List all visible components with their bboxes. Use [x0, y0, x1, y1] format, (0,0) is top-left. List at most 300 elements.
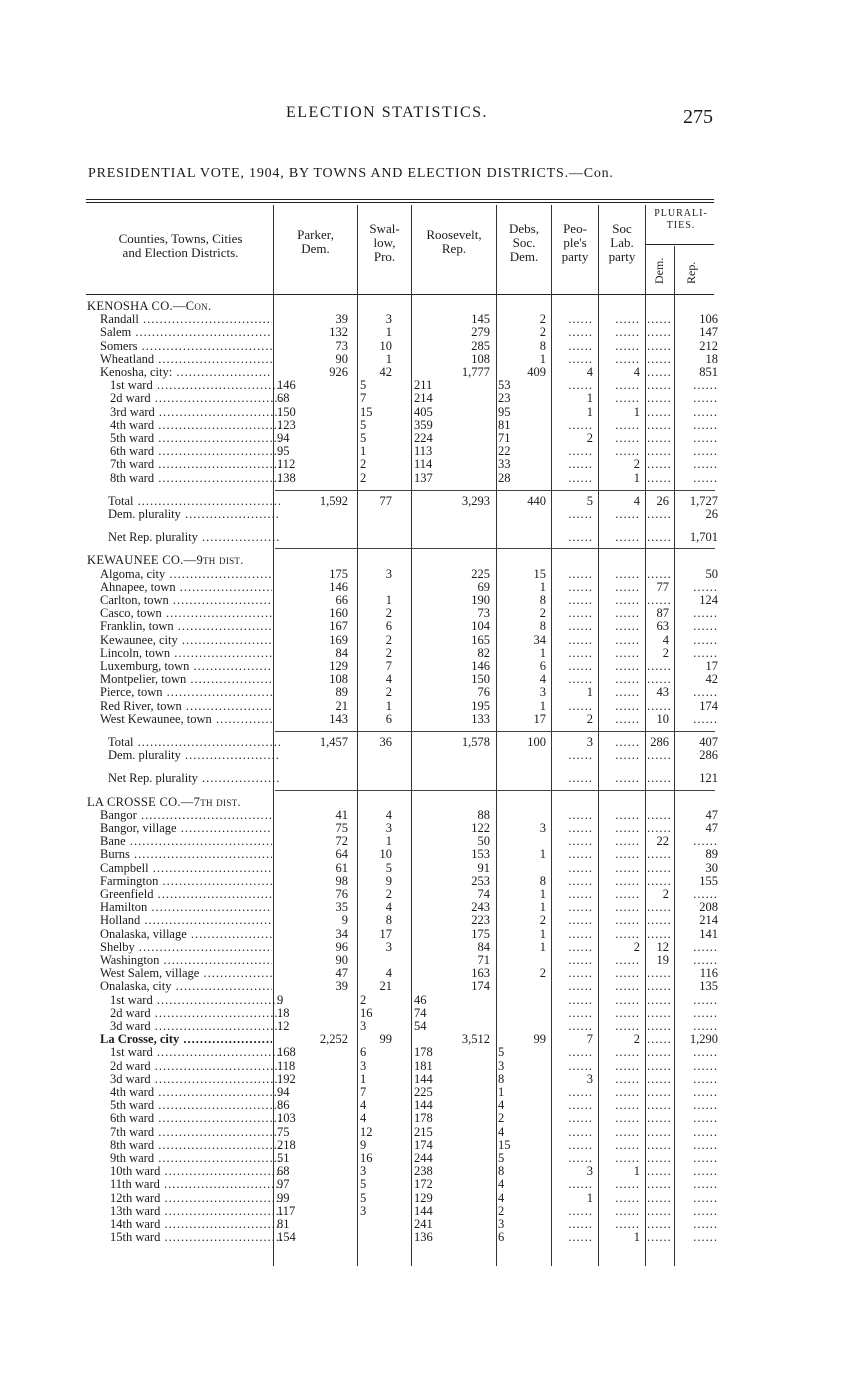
empty-cell-leader: ......	[693, 939, 718, 954]
cell-d: 23	[498, 391, 511, 406]
empty-cell-leader: ......	[615, 771, 640, 786]
table-row	[0, 1073, 859, 1086]
empty-cell-leader: ......	[647, 351, 672, 366]
cell-d: 3	[539, 821, 546, 835]
empty-cell-leader: ......	[568, 873, 593, 888]
empty-cell-leader: ......	[615, 887, 640, 901]
empty-cell-leader: ......	[647, 530, 672, 545]
cell-r: 165	[471, 632, 490, 647]
cell-p: 1,592	[319, 493, 348, 508]
cell-d: 2	[539, 606, 546, 621]
cell-p: 35	[335, 900, 348, 915]
empty-cell-leader: ......	[647, 1111, 672, 1126]
cell-s: 16	[360, 1151, 373, 1165]
empty-cell-leader: ......	[568, 338, 593, 353]
row-label: 3rd ward .....	[110, 406, 282, 419]
empty-cell-leader: ......	[568, 748, 593, 763]
cell-r: 172	[414, 1177, 433, 1192]
cell-rp: 42	[705, 672, 718, 687]
empty-cell-leader: ......	[693, 579, 718, 594]
col-counties: Counties, Towns, Cities and Election Districts.	[118, 231, 243, 260]
empty-cell-leader: ......	[693, 1058, 718, 1073]
empty-cell-leader: ......	[647, 1005, 672, 1020]
cell-dm: 43	[656, 685, 669, 700]
row-label: 1st ward .....	[110, 379, 282, 392]
cell-r: 225	[471, 566, 490, 581]
table-row	[0, 1152, 859, 1165]
cell-r: 150	[471, 672, 490, 687]
cell-sl: 4	[633, 493, 640, 508]
empty-cell-leader: ......	[693, 1217, 718, 1231]
empty-cell-leader: ......	[615, 953, 640, 967]
cell-d: 22	[498, 444, 511, 459]
cell-s: 2	[385, 887, 392, 901]
cell-r: 54	[414, 1019, 427, 1033]
row-label: Hamilton .....	[100, 901, 272, 914]
empty-cell-leader: ......	[693, 1019, 718, 1033]
cell-s: 5	[360, 1177, 367, 1192]
row-label: Ahnapee, town .....	[100, 581, 272, 594]
cell-sl: 1	[633, 404, 640, 419]
row-label: 5th ward .....	[110, 1099, 282, 1112]
cell-rp: 26	[705, 507, 718, 521]
table-row	[0, 660, 859, 673]
empty-cell-leader: ......	[693, 711, 718, 726]
row-label: 5th ward .....	[110, 432, 282, 445]
cell-r: 114	[414, 457, 433, 472]
empty-cell-leader: ......	[615, 566, 640, 581]
cell-r: 224	[414, 431, 433, 445]
cell-p: 47	[335, 966, 348, 981]
cell-p: 75	[277, 1124, 290, 1139]
table-row	[0, 340, 859, 353]
row-label: West Salem, village .....	[100, 967, 272, 980]
cell-rp: 286	[699, 748, 718, 763]
cell-s: 1	[360, 444, 367, 459]
row-label: 1st ward .....	[110, 994, 282, 1007]
cell-r: 122	[471, 821, 490, 835]
empty-cell-leader: ......	[568, 470, 593, 485]
cell-d: 95	[498, 404, 511, 419]
empty-cell-leader: ......	[693, 685, 718, 700]
empty-cell-leader: ......	[568, 1124, 593, 1139]
empty-cell-leader: ......	[615, 1217, 640, 1231]
empty-cell-leader: ......	[647, 1164, 672, 1179]
cell-r: 253	[471, 873, 490, 888]
empty-cell-leader: ......	[568, 1045, 593, 1060]
cell-p: 94	[277, 1085, 290, 1099]
table-row	[0, 875, 859, 888]
cell-r: 279	[471, 325, 490, 340]
cell-rp: 1,701	[689, 530, 718, 545]
cell-s: 42	[379, 365, 392, 379]
top-rule	[86, 199, 714, 200]
section-heading	[0, 796, 859, 809]
cell-s: 7	[360, 391, 367, 406]
cell-s: 3	[385, 566, 392, 581]
empty-cell-leader: ......	[568, 1111, 593, 1126]
cell-s: 4	[360, 1098, 367, 1113]
cell-d: 1	[539, 351, 546, 366]
cell-p: 75	[335, 821, 348, 835]
cell-rp: 174	[699, 698, 718, 713]
empty-cell-leader: ......	[568, 992, 593, 1007]
table-row	[0, 1112, 859, 1125]
cell-d: 1	[539, 939, 546, 954]
row-label: Carlton, town .....	[100, 594, 272, 607]
cell-p: 95	[277, 444, 290, 459]
empty-cell-leader: ......	[568, 619, 593, 634]
cell-s: 6	[385, 711, 392, 726]
cell-s: 2	[360, 457, 367, 472]
cell-p: 112	[277, 457, 296, 472]
table-row	[0, 607, 859, 620]
empty-cell-leader: ......	[615, 1137, 640, 1152]
table-row	[0, 1046, 859, 1059]
cell-p: 18	[277, 1005, 290, 1020]
row-label: Somers .....	[100, 340, 272, 353]
cell-s: 5	[360, 1190, 367, 1205]
row-label: 15th ward .....	[110, 1231, 282, 1244]
cell-d: 1	[539, 900, 546, 915]
col-swallow: Swal- low, Pro.	[369, 221, 400, 264]
cell-d: 2	[498, 1203, 505, 1218]
empty-cell-leader: ......	[647, 979, 672, 994]
row-label: Kenosha, city: .....	[100, 366, 272, 379]
empty-cell-leader: ......	[693, 953, 718, 967]
cell-s: 5	[360, 417, 367, 432]
cell-r: 69	[477, 579, 490, 594]
cell-s: 3	[385, 312, 392, 327]
cell-r: 285	[471, 338, 490, 353]
cell-p: 9	[277, 992, 284, 1007]
cell-d: 1	[539, 698, 546, 713]
cell-p: 146	[329, 579, 348, 594]
empty-cell-leader: ......	[615, 711, 640, 726]
empty-cell-leader: ......	[568, 1019, 593, 1033]
col-parker: Parker, Dem.	[297, 227, 334, 256]
cell-pp: 1	[586, 685, 593, 700]
cell-p: 84	[335, 645, 348, 660]
table-row	[0, 379, 859, 392]
cell-r: 145	[471, 312, 490, 327]
row-label: KEWAUNEE CO.—9th dist.	[87, 554, 244, 568]
table-row	[0, 888, 859, 901]
table-row	[0, 914, 859, 927]
cell-p: 72	[335, 834, 348, 849]
table-row	[0, 1178, 859, 1191]
empty-cell-leader: ......	[615, 1071, 640, 1086]
cell-r: 211	[414, 378, 433, 393]
empty-cell-leader: ......	[693, 1005, 718, 1020]
cell-d: 1	[539, 847, 546, 862]
cell-rp: 121	[699, 771, 718, 786]
empty-cell-leader: ......	[615, 807, 640, 822]
cell-r: 175	[471, 926, 490, 941]
table-row	[0, 809, 859, 822]
cell-p: 90	[335, 351, 348, 366]
cell-d: 8	[539, 873, 546, 888]
empty-cell-leader: ......	[615, 821, 640, 835]
empty-cell-leader: ......	[568, 1203, 593, 1218]
empty-cell-leader: ......	[647, 1071, 672, 1086]
cell-s: 7	[385, 659, 392, 673]
empty-cell-leader: ......	[568, 1098, 593, 1113]
empty-cell-leader: ......	[693, 1164, 718, 1179]
empty-cell-leader: ......	[568, 900, 593, 915]
empty-cell-leader: ......	[615, 1098, 640, 1113]
table-row	[0, 1139, 859, 1152]
cell-s: 3	[360, 1019, 367, 1033]
cell-p: 160	[329, 606, 348, 621]
cell-s: 2	[360, 992, 367, 1007]
cell-rp: 1,727	[689, 493, 718, 508]
empty-cell-leader: ......	[615, 1124, 640, 1139]
cell-d: 1	[498, 1085, 505, 1099]
section-heading	[0, 300, 859, 313]
row-label: La Crosse, city .....	[100, 1033, 272, 1046]
empty-cell-leader: ......	[693, 1177, 718, 1192]
cell-d: 34	[533, 632, 546, 647]
cell-r: 137	[414, 470, 433, 485]
empty-cell-leader: ......	[615, 735, 640, 749]
row-label: Farmington .....	[100, 875, 272, 888]
empty-cell-leader: ......	[615, 659, 640, 673]
cell-r: 163	[471, 966, 490, 981]
empty-cell-leader: ......	[615, 992, 640, 1007]
total-rule	[275, 490, 715, 491]
empty-cell-leader: ......	[568, 979, 593, 994]
cell-r: 405	[414, 404, 433, 419]
cell-r: 144	[414, 1071, 433, 1086]
cell-p: 129	[329, 659, 348, 673]
cell-s: 10	[379, 338, 392, 353]
empty-cell-leader: ......	[647, 900, 672, 915]
col-rep-plurality: Rep.	[684, 261, 698, 284]
cell-p: 9	[341, 913, 348, 928]
empty-cell-leader: ......	[568, 1085, 593, 1099]
cell-p: 123	[277, 417, 296, 432]
cell-dm: 2	[662, 887, 669, 901]
cell-d: 2	[498, 1111, 505, 1126]
cell-d: 8	[498, 1164, 505, 1179]
empty-cell-leader: ......	[693, 1230, 718, 1245]
empty-cell-leader: ......	[693, 1098, 718, 1113]
cell-s: 77	[379, 493, 392, 508]
cell-r: 91	[477, 860, 490, 875]
row-label: Onalaska, city .....	[100, 980, 272, 993]
pluralities-rule	[646, 244, 714, 245]
empty-cell-leader: ......	[693, 606, 718, 621]
cell-dm: 12	[656, 939, 669, 954]
row-label: Dem. plurality .....	[108, 749, 280, 762]
cell-d: 81	[498, 417, 511, 432]
cell-p: 86	[277, 1098, 290, 1113]
empty-cell-leader: ......	[568, 771, 593, 786]
cell-rp: 50	[705, 566, 718, 581]
cell-s: 4	[385, 672, 392, 687]
cell-rp: 214	[699, 913, 718, 928]
table-row	[0, 392, 859, 405]
empty-cell-leader: ......	[568, 457, 593, 472]
cell-d: 5	[498, 1151, 505, 1165]
cell-dm: 22	[656, 834, 669, 849]
cell-s: 3	[385, 939, 392, 954]
cell-rp: 155	[699, 873, 718, 888]
cell-rp: 407	[699, 735, 718, 749]
cell-rp: 141	[699, 926, 718, 941]
empty-cell-leader: ......	[615, 417, 640, 432]
empty-cell-leader: ......	[647, 404, 672, 419]
empty-cell-leader: ......	[693, 1045, 718, 1060]
empty-cell-leader: ......	[568, 939, 593, 954]
cell-d: 71	[498, 431, 511, 445]
table-row	[0, 1086, 859, 1099]
cell-p: 51	[277, 1151, 290, 1165]
table-row	[0, 1218, 859, 1231]
cell-r: 3,512	[461, 1032, 490, 1047]
cell-d: 4	[539, 672, 546, 687]
cell-rp: 47	[705, 807, 718, 822]
empty-cell-leader: ......	[615, 312, 640, 327]
empty-cell-leader: ......	[647, 913, 672, 928]
cell-s: 4	[385, 807, 392, 822]
cell-p: 143	[329, 711, 348, 726]
empty-cell-leader: ......	[647, 698, 672, 713]
empty-cell-leader: ......	[647, 431, 672, 445]
empty-cell-leader: ......	[615, 338, 640, 353]
cell-r: 146	[471, 659, 490, 673]
table-row	[0, 994, 859, 1007]
empty-cell-leader: ......	[615, 378, 640, 393]
cell-dm: 286	[650, 735, 669, 749]
cell-d: 6	[498, 1230, 505, 1245]
cell-d: 2	[539, 966, 546, 981]
table-row	[0, 967, 859, 980]
empty-cell-leader: ......	[647, 860, 672, 875]
col-roosevelt: Roosevelt, Rep.	[426, 227, 482, 256]
cell-r: 108	[471, 351, 490, 366]
cell-p: 21	[335, 698, 348, 713]
cell-d: 1	[539, 645, 546, 660]
cell-p: 73	[335, 338, 348, 353]
cell-d: 4	[498, 1177, 505, 1192]
row-label: Wheatland .....	[100, 353, 272, 366]
row-label: Washington .....	[100, 954, 272, 967]
cell-d: 3	[539, 685, 546, 700]
cell-d: 1	[539, 887, 546, 901]
table-row	[0, 620, 859, 633]
cell-p: 218	[277, 1137, 296, 1152]
cell-d: 8	[539, 619, 546, 634]
empty-cell-leader: ......	[693, 378, 718, 393]
cell-r: 190	[471, 593, 490, 607]
empty-cell-leader: ......	[568, 926, 593, 941]
cell-rp: 212	[699, 338, 718, 353]
empty-cell-leader: ......	[615, 444, 640, 459]
empty-cell-leader: ......	[568, 834, 593, 849]
empty-cell-leader: ......	[568, 312, 593, 327]
empty-cell-leader: ......	[615, 1058, 640, 1073]
cell-d: 28	[498, 470, 511, 485]
row-label: 4th ward .....	[110, 1086, 282, 1099]
empty-cell-leader: ......	[693, 1190, 718, 1205]
cell-rp: 106	[699, 312, 718, 327]
empty-cell-leader: ......	[615, 325, 640, 340]
table-row	[0, 647, 859, 660]
cell-s: 36	[379, 735, 392, 749]
empty-cell-leader: ......	[647, 566, 672, 581]
empty-cell-leader: ......	[647, 1177, 672, 1192]
empty-cell-leader: ......	[615, 1151, 640, 1165]
row-label: Holland .....	[100, 914, 272, 927]
empty-cell-leader: ......	[647, 1217, 672, 1231]
cell-p: 168	[277, 1045, 296, 1060]
empty-cell-leader: ......	[647, 1058, 672, 1073]
empty-cell-leader: ......	[568, 606, 593, 621]
cell-s: 1	[360, 1071, 367, 1086]
cell-d: 15	[533, 566, 546, 581]
col-pluralities: PLURALI- TIES.	[654, 208, 708, 231]
row-label: Onalaska, village .....	[100, 928, 272, 941]
table-row	[0, 508, 859, 521]
cell-r: 225	[414, 1085, 433, 1099]
row-label: 2d ward .....	[110, 1007, 282, 1020]
empty-cell-leader: ......	[568, 378, 593, 393]
row-label: KENOSHA CO.—Con.	[87, 300, 212, 313]
cell-r: 74	[477, 887, 490, 901]
table-row	[0, 445, 859, 458]
cell-r: 73	[477, 606, 490, 621]
empty-cell-leader: ......	[693, 1071, 718, 1086]
row-label: Randall .....	[100, 313, 272, 326]
cell-p: 41	[335, 807, 348, 822]
table-row	[0, 848, 859, 861]
cell-pp: 7	[586, 1032, 593, 1047]
cell-d: 1	[539, 926, 546, 941]
row-label: 1st ward .....	[110, 1046, 282, 1059]
empty-cell-leader: ......	[615, 1203, 640, 1218]
cell-s: 10	[379, 847, 392, 862]
cell-sl: 2	[633, 1032, 640, 1047]
cell-p: 64	[335, 847, 348, 862]
cell-p: 39	[335, 312, 348, 327]
empty-cell-leader: ......	[693, 470, 718, 485]
cell-sl: 1	[633, 1230, 640, 1245]
cell-s: 2	[385, 632, 392, 647]
cell-s: 3	[360, 1203, 367, 1218]
cell-r: 104	[471, 619, 490, 634]
table-row	[0, 822, 859, 835]
empty-cell-leader: ......	[615, 900, 640, 915]
cell-rp: 30	[705, 860, 718, 875]
row-label: Bangor .....	[100, 809, 272, 822]
row-label: Campbell .....	[100, 862, 272, 875]
cell-s: 1	[385, 593, 392, 607]
empty-cell-leader: ......	[568, 1151, 593, 1165]
empty-cell-leader: ......	[615, 645, 640, 660]
empty-cell-leader: ......	[615, 619, 640, 634]
row-label: Salem .....	[100, 326, 272, 339]
table-row	[0, 594, 859, 607]
cell-s: 3	[385, 821, 392, 835]
empty-cell-leader: ......	[568, 807, 593, 822]
cell-s: 4	[385, 900, 392, 915]
cell-s: 4	[385, 966, 392, 981]
cell-p: 96	[335, 939, 348, 954]
table-row	[0, 406, 859, 419]
cell-p: 146	[277, 378, 296, 393]
